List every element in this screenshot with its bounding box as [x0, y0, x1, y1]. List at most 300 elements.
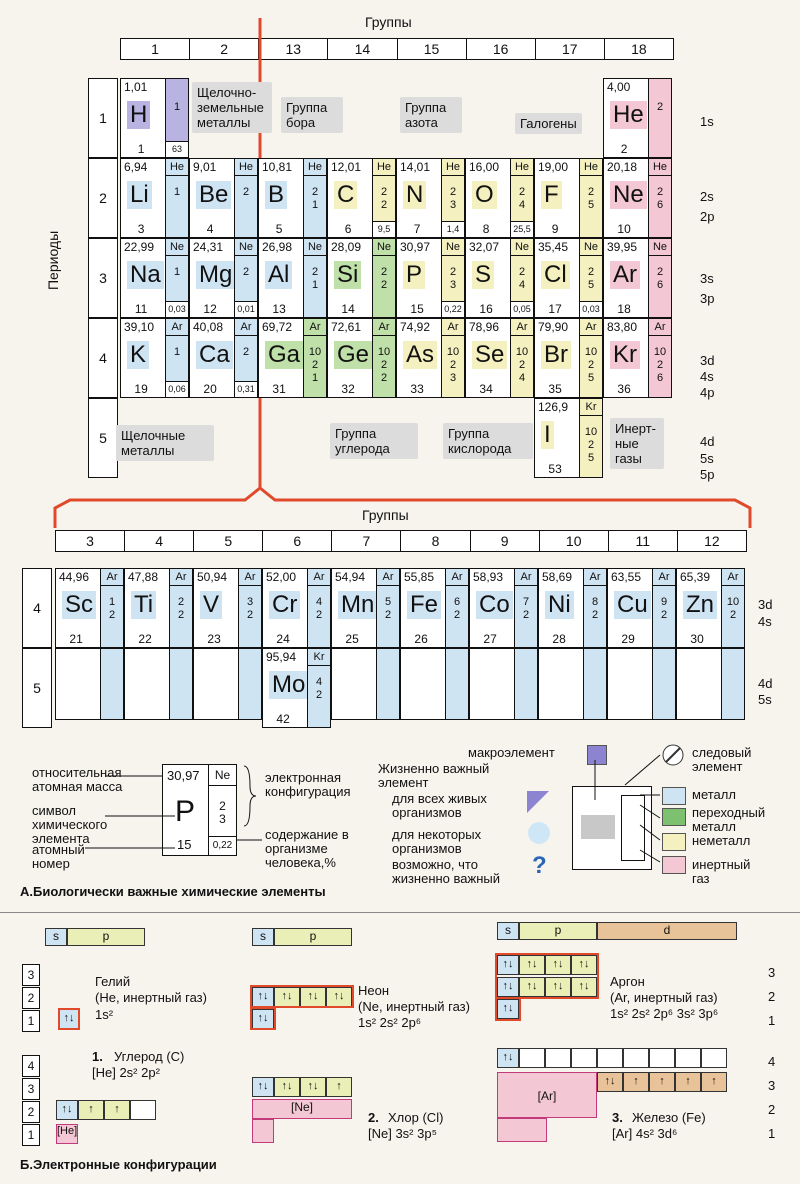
atomic-number: 53: [548, 462, 562, 476]
element-cell-as[interactable]: [396, 318, 465, 398]
element-cell-cl[interactable]: [534, 238, 603, 318]
config-shells: [235, 346, 257, 359]
config-shells: [170, 596, 192, 622]
atomic-mass: 32,07: [469, 240, 500, 254]
electron-config: [510, 159, 533, 237]
config-core: Ne: [511, 239, 533, 256]
config-core: Ar: [373, 319, 395, 336]
argon-1s: ↑↓: [497, 999, 519, 1019]
electron-config: [579, 319, 602, 397]
config-value: 2: [177, 609, 185, 621]
atomic-number: 32: [341, 382, 355, 396]
chlorine-3s: ↑↓: [252, 1077, 274, 1097]
electron-config: [303, 319, 326, 397]
empty-config: [169, 649, 192, 719]
content-percent: 0,03: [580, 301, 602, 317]
shell-label-left-4: 4: [22, 1055, 40, 1077]
some-organisms-icon: [528, 822, 550, 844]
atomic-number: 18: [617, 302, 631, 316]
shell-label-right-b-3: 3: [768, 1078, 776, 1093]
shell-label-left-2: 2: [22, 987, 40, 1009]
element-symbol: Zn: [683, 591, 717, 619]
tgroup-7: 7: [331, 531, 400, 551]
element-cell-s[interactable]: [465, 238, 534, 318]
atomic-mass: 52,00: [266, 570, 297, 584]
element-symbol: Ti: [131, 591, 156, 619]
atomic-number: 31: [272, 382, 286, 396]
element-cell-kr[interactable]: [603, 318, 672, 398]
electron-config: [234, 159, 257, 237]
iron-4d: [623, 1048, 649, 1068]
empty-config: [583, 649, 606, 719]
element-symbol: Br: [541, 341, 571, 369]
legend-example-core: Ne: [209, 765, 236, 786]
config-value: 2: [311, 359, 319, 371]
shell-label-left-3: 3: [22, 964, 40, 986]
electron-config: [307, 649, 330, 727]
element-symbol: Ni: [545, 591, 574, 619]
helium-name: Гелий: [95, 974, 131, 989]
element-cell-n[interactable]: [396, 158, 465, 238]
atomic-mass: 95,94: [266, 650, 297, 664]
config-shells: [649, 266, 671, 292]
config-shells: [446, 596, 468, 622]
config-value: 8: [591, 596, 599, 608]
electron-config: [648, 239, 671, 317]
electron-config: [372, 319, 395, 397]
atomic-mass: 54,94: [335, 570, 366, 584]
element-cell-f[interactable]: [534, 158, 603, 238]
orbital-label-4d: 4d: [700, 434, 715, 449]
legend-vital: Жизненно важный элемент: [378, 761, 490, 790]
config-shells: [511, 346, 533, 385]
config-value: 2: [587, 439, 595, 451]
config-shells: [373, 346, 395, 385]
atomic-mass: 9,01: [193, 160, 217, 174]
electron-config: [238, 569, 261, 647]
callout-boron: Группа бора: [281, 97, 343, 133]
legend-trace: следовый элемент: [692, 745, 752, 774]
neon-desc: (Ne, инертный газ): [358, 999, 470, 1014]
element-cell-na[interactable]: [120, 238, 189, 318]
config-shells: [239, 596, 261, 622]
element-symbol: Si: [334, 261, 361, 289]
element-cell-ar[interactable]: [603, 238, 672, 318]
config-value: 2: [380, 279, 388, 291]
electron-config: [165, 319, 188, 397]
element-cell-p[interactable]: [396, 238, 465, 318]
element-cell-o[interactable]: [465, 158, 534, 238]
atomic-mass: 28,09: [331, 240, 362, 254]
carbon-name: Углерод (С): [114, 1049, 185, 1064]
legend-content: содержание в организме человека,%: [265, 827, 349, 870]
legend-example-z: 15: [177, 837, 192, 852]
config-shells: [308, 676, 330, 702]
legend-example-cfg-2: 3: [219, 812, 226, 826]
legend-config: электронная конфигурация: [265, 770, 351, 799]
orbital-label-1s: 1s: [700, 114, 714, 129]
atomic-number: 29: [621, 632, 635, 646]
element-symbol: P: [403, 261, 425, 289]
element-cell-ca[interactable]: [189, 318, 258, 398]
config-value: 10: [446, 346, 460, 358]
chlorine-3p-1: ↑↓: [274, 1077, 300, 1097]
iron-3d: ↑: [649, 1072, 675, 1092]
electron-config: [441, 319, 464, 397]
legend-example-mass: 30,97: [167, 768, 200, 783]
carbon-number: 1.: [92, 1049, 103, 1064]
iron-4p: [545, 1048, 571, 1068]
config-core: He: [373, 159, 395, 176]
atomic-mass: 78,96: [469, 320, 500, 334]
atomic-mass: 1,01: [124, 80, 148, 94]
config-shells: [308, 596, 330, 622]
orbital-label-2s: 2s: [700, 189, 714, 204]
config-core: He: [166, 159, 188, 176]
atomic-mass: 12,01: [331, 160, 362, 174]
element-cell-k[interactable]: [120, 318, 189, 398]
shell-label-right-b-2: 2: [768, 1102, 776, 1117]
orbital-label-5p: 5p: [700, 467, 715, 482]
shell-label-left-3: 3: [22, 1078, 40, 1100]
atomic-mass: 44,96: [59, 570, 90, 584]
element-symbol: Mn: [338, 591, 377, 619]
orbital-label-5s: 5s: [700, 451, 714, 466]
callout-nitrogen: Группа азота: [400, 97, 462, 133]
empty-config: [100, 649, 123, 719]
element-symbol: H: [127, 101, 150, 129]
iron-3d: ↑: [675, 1072, 701, 1092]
config-core: Ar: [722, 569, 744, 586]
config-value: 4: [518, 279, 526, 291]
atomic-number: 26: [414, 632, 428, 646]
config-value: 3: [246, 596, 254, 608]
electron-config: [441, 159, 464, 237]
carbon-2p-1: ↑: [78, 1100, 104, 1120]
transition-group-header: [55, 530, 747, 552]
orbital-label-3p: 3p: [700, 291, 715, 306]
element-cell-si[interactable]: [327, 238, 396, 318]
content-percent: 63: [166, 141, 188, 157]
electron-config: [510, 239, 533, 317]
tgroup-11: 11: [608, 531, 677, 551]
atomic-mass: 65,39: [680, 570, 711, 584]
iron-3d: ↑: [623, 1072, 649, 1092]
trace-element-icon: [662, 744, 684, 766]
element-cell-c[interactable]: [327, 158, 396, 238]
atomic-number: 20: [203, 382, 217, 396]
electron-config: [303, 159, 326, 237]
element-symbol: Na: [127, 261, 164, 289]
atomic-mass: 47,88: [128, 570, 159, 584]
element-symbol: Ca: [196, 341, 233, 369]
element-cell-be[interactable]: [189, 158, 258, 238]
config-value: 2: [449, 186, 457, 198]
config-core: Kr: [308, 649, 330, 666]
config-core: He: [511, 159, 533, 176]
config-value: 1: [311, 199, 319, 211]
electron-config: [510, 319, 533, 397]
config-value: 3: [449, 199, 457, 211]
config-value: 10: [308, 346, 322, 358]
config-shells: [580, 266, 602, 292]
config-core: Ar: [580, 319, 602, 336]
element-cell-h[interactable]: [120, 78, 189, 158]
element-cell-al[interactable]: [258, 238, 327, 318]
config-value: 2: [311, 186, 319, 198]
config-value: 10: [584, 426, 598, 438]
element-cell-li[interactable]: [120, 158, 189, 238]
transition-period-5: 5: [22, 648, 52, 728]
shell-label-right-b-4: 4: [768, 1054, 776, 1069]
element-cell-ti[interactable]: [124, 568, 193, 648]
periods-title: Периоды: [45, 230, 61, 290]
groups-title: Группы: [365, 14, 412, 30]
config-core: Ar: [377, 569, 399, 586]
config-value: 1: [173, 186, 181, 198]
empty-cell: [124, 648, 193, 720]
section-a-title: А.Биологически важные химические элементы: [20, 884, 326, 899]
atomic-number: 15: [410, 302, 424, 316]
legend-nonmetal: неметалл: [692, 833, 751, 848]
content-percent: 0,03: [166, 301, 188, 317]
config-shells: [580, 186, 602, 212]
empty-config: [652, 649, 675, 719]
atomic-number: 16: [479, 302, 493, 316]
atomic-mass: 20,18: [607, 160, 638, 174]
config-shells: [511, 186, 533, 212]
tgroup-6: 6: [262, 531, 331, 551]
iron-4p: [519, 1048, 545, 1068]
config-value: 2: [380, 266, 388, 278]
content-percent: 0,31: [235, 381, 257, 397]
config-value: 5: [587, 452, 595, 464]
element-symbol: Ar: [610, 261, 640, 289]
empty-config: [721, 649, 744, 719]
group-1: 1: [151, 41, 159, 57]
all-organisms-icon: [527, 791, 549, 813]
config-shells: [580, 426, 602, 465]
element-cell-fe[interactable]: [400, 568, 469, 648]
electron-config: [169, 569, 192, 647]
config-value: 10: [726, 596, 740, 608]
callout-carbon: Группа углерода: [330, 423, 418, 459]
config-shells: [235, 266, 257, 279]
chlorine-core-tail: [252, 1119, 274, 1143]
atomic-number: 7: [413, 222, 421, 236]
shell-label-left-1: 1: [22, 1124, 40, 1146]
chlorine-number: 2.: [368, 1110, 379, 1125]
element-symbol: Mg: [196, 261, 235, 289]
p-header: p: [274, 928, 352, 946]
config-core: Ar: [101, 569, 123, 586]
element-cell-br[interactable]: [534, 318, 603, 398]
config-value: 2: [587, 266, 595, 278]
element-cell-zn[interactable]: [676, 568, 745, 648]
orbital-label-4s: 4s: [700, 369, 714, 384]
config-value: 5: [384, 596, 392, 608]
shell-label-right-2: 2: [768, 989, 776, 1004]
config-core: Ar: [511, 319, 533, 336]
config-core: He: [235, 159, 257, 176]
empty-cell: [331, 648, 400, 720]
electron-config: [648, 159, 671, 237]
config-value: 2: [177, 596, 185, 608]
config-shells: [166, 101, 188, 114]
orbital-label-3s: 3s: [700, 271, 714, 286]
empty-config: [376, 649, 399, 719]
p-header: p: [519, 922, 597, 940]
argon-2s: ↑↓: [497, 977, 519, 997]
config-core: Ne: [442, 239, 464, 256]
electron-config: [652, 569, 675, 647]
config-value: 5: [587, 279, 595, 291]
config-value: 3: [449, 372, 457, 384]
element-cell-b[interactable]: [258, 158, 327, 238]
element-cell-cu[interactable]: [607, 568, 676, 648]
metal-swatch: [662, 787, 686, 805]
element-cell-cr[interactable]: [262, 568, 331, 648]
element-cell-mg[interactable]: [189, 238, 258, 318]
config-shells: [580, 346, 602, 385]
noble-swatch: [662, 856, 686, 874]
element-symbol: Cl: [541, 261, 570, 289]
atomic-number: 28: [552, 632, 566, 646]
config-value: 1: [173, 346, 181, 358]
element-cell-ge[interactable]: [327, 318, 396, 398]
transition-period-4: 4: [22, 568, 52, 648]
config-core: Ar: [308, 569, 330, 586]
element-cell-sc[interactable]: [55, 568, 124, 648]
config-core: Ne: [580, 239, 602, 256]
electron-config: [583, 569, 606, 647]
element-cell-i[interactable]: [534, 398, 603, 478]
period-4: 4: [88, 318, 118, 398]
config-value: 2: [656, 359, 664, 371]
config-core: Ne: [304, 239, 326, 256]
atomic-number: 10: [617, 222, 631, 236]
element-cell-ni[interactable]: [538, 568, 607, 648]
atomic-mass: 39,10: [124, 320, 155, 334]
element-cell-ga[interactable]: [258, 318, 327, 398]
empty-cell: [55, 648, 124, 720]
group-17: 17: [535, 39, 604, 59]
config-shells: [377, 596, 399, 622]
atomic-number: 8: [482, 222, 490, 236]
legend-noble: инертный газ: [692, 857, 751, 886]
atomic-number: 21: [69, 632, 83, 646]
atomic-mass: 55,85: [404, 570, 435, 584]
config-shells: [584, 596, 606, 622]
chlorine-core: [Ne]: [252, 1099, 352, 1119]
tgroup-4: 4: [124, 531, 193, 551]
argon-3p: ↑↓: [545, 955, 571, 975]
electron-config: [165, 239, 188, 317]
electron-config: [376, 569, 399, 647]
argon-3p: ↑↓: [571, 955, 597, 975]
neon-name: Неон: [358, 983, 390, 998]
argon-name: Аргон: [610, 974, 645, 989]
config-value: 3: [449, 279, 457, 291]
content-percent: 1,4: [442, 221, 464, 237]
config-shells: [235, 186, 257, 199]
config-core: Ar: [166, 319, 188, 336]
config-value: 2: [518, 186, 526, 198]
config-core: Ar: [515, 569, 537, 586]
config-value: 2: [656, 101, 664, 113]
config-value: 1: [108, 596, 116, 608]
atomic-number: 27: [483, 632, 497, 646]
element-cell-mn[interactable]: [331, 568, 400, 648]
atomic-number: 1: [137, 142, 145, 156]
empty-config: [514, 649, 537, 719]
legend-symbol: символ химического элемента: [32, 803, 108, 846]
atomic-number: 30: [690, 632, 704, 646]
element-symbol: Cr: [269, 591, 300, 619]
p-header: p: [67, 928, 145, 946]
config-value: 6: [453, 596, 461, 608]
config-value: 5: [587, 372, 595, 384]
config-value: 6: [656, 279, 664, 291]
config-shells: [649, 186, 671, 212]
atomic-number: 35: [548, 382, 562, 396]
iron-core: [Ar]: [497, 1072, 597, 1118]
iron-4s: ↑↓: [497, 1048, 519, 1068]
element-symbol: Be: [196, 181, 231, 209]
atomic-mass: 83,80: [607, 320, 638, 334]
neon-2p: ↑↓: [326, 987, 352, 1007]
electron-config: [648, 319, 671, 397]
shell-label-left-1: 1: [22, 1010, 40, 1032]
element-cell-co[interactable]: [469, 568, 538, 648]
atomic-number: 5: [275, 222, 283, 236]
group-15: 15: [397, 39, 466, 59]
empty-config: [238, 649, 261, 719]
element-cell-mo[interactable]: [262, 648, 331, 728]
tgroup-8: 8: [400, 531, 469, 551]
group-16: 16: [466, 39, 535, 59]
orbital-label-4d: 4d: [758, 676, 773, 691]
element-cell-v[interactable]: [193, 568, 262, 648]
atomic-mass: 19,00: [538, 160, 569, 174]
argon-formula: 1s² 2s² 2p⁶ 3s² 3p⁶: [610, 1006, 719, 1021]
tgroup-5: 5: [193, 531, 262, 551]
element-symbol: Cu: [614, 591, 651, 619]
config-value: 2: [729, 609, 737, 621]
element-cell-se[interactable]: [465, 318, 534, 398]
element-cell-he[interactable]: [603, 78, 672, 158]
argon-outline-top: [495, 953, 599, 999]
atomic-mass: 30,97: [400, 240, 431, 254]
config-shells: [722, 596, 744, 622]
legend-some-organisms: для некоторых организмов: [392, 827, 482, 856]
config-value: 2: [311, 266, 319, 278]
orbital-label-3d: 3d: [700, 353, 715, 368]
d-header: d: [597, 922, 737, 940]
element-cell-ne[interactable]: [603, 158, 672, 238]
argon-2p: ↑↓: [519, 977, 545, 997]
argon-outline-bottom: [495, 997, 521, 1021]
config-core: Ar: [584, 569, 606, 586]
element-symbol: Fe: [407, 591, 441, 619]
empty-cell: [607, 648, 676, 720]
atomic-number: 2: [620, 142, 628, 156]
config-value: 4: [315, 596, 323, 608]
config-value: 2: [242, 346, 250, 358]
atomic-mass: 58,69: [542, 570, 573, 584]
iron-3d: ↑: [701, 1072, 727, 1092]
element-symbol: He: [610, 101, 647, 129]
